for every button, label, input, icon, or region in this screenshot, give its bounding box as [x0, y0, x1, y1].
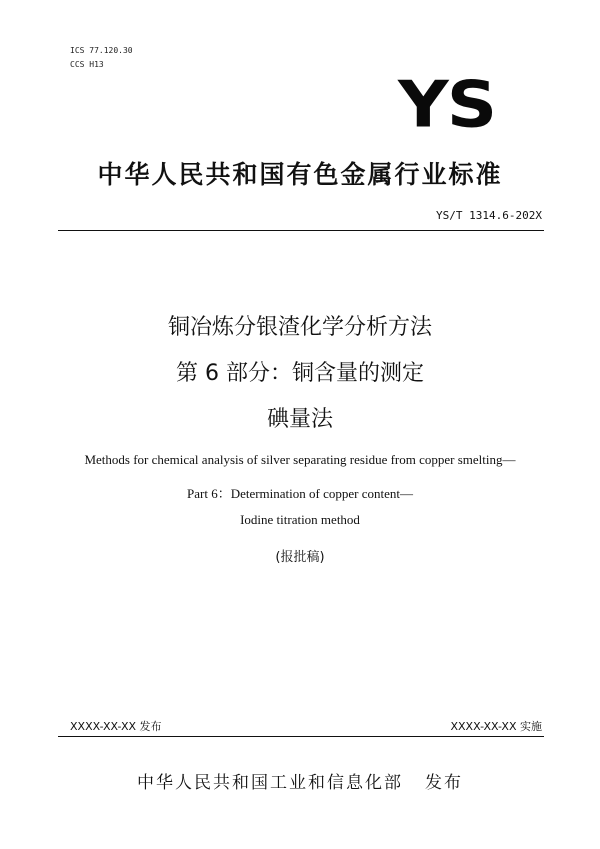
classification-codes [70, 44, 133, 72]
ccs-code: CCS H13 [70, 60, 104, 69]
title-en-main: Methods for chemical analysis of silver separating residue from copper smelting— [84, 452, 516, 467]
ics-code: ICS 77.120.30 [70, 46, 133, 55]
issuer-line [0, 768, 600, 793]
ys-logo: YS [398, 66, 496, 142]
title-en-method: Iodine titration method [240, 512, 360, 527]
issuer-action: 发布 [425, 773, 463, 793]
standard-type-heading: 中华人民共和国有色金属行业标准 [97, 160, 503, 189]
issuer-name: 中华人民共和国工业和信息化部 [137, 773, 403, 793]
header-divider [58, 230, 544, 231]
footer-divider [58, 736, 544, 737]
title-zh-main: 铜冶炼分银渣化学分析方法 [167, 315, 432, 340]
issue-date: XXXX-XX-XX 发布 [70, 720, 162, 733]
effective-date: XXXX-XX-XX 实施 [450, 720, 542, 733]
title-en-part: Part 6：Determination of copper content— [187, 486, 413, 501]
draft-status: (报批稿) [275, 550, 325, 565]
standard-number: YS/T 1314.6-202X [436, 209, 542, 222]
title-zh-method: 碘量法 [266, 407, 333, 432]
title-zh-part: 第 6 部分：铜含量的测定 [176, 361, 424, 386]
